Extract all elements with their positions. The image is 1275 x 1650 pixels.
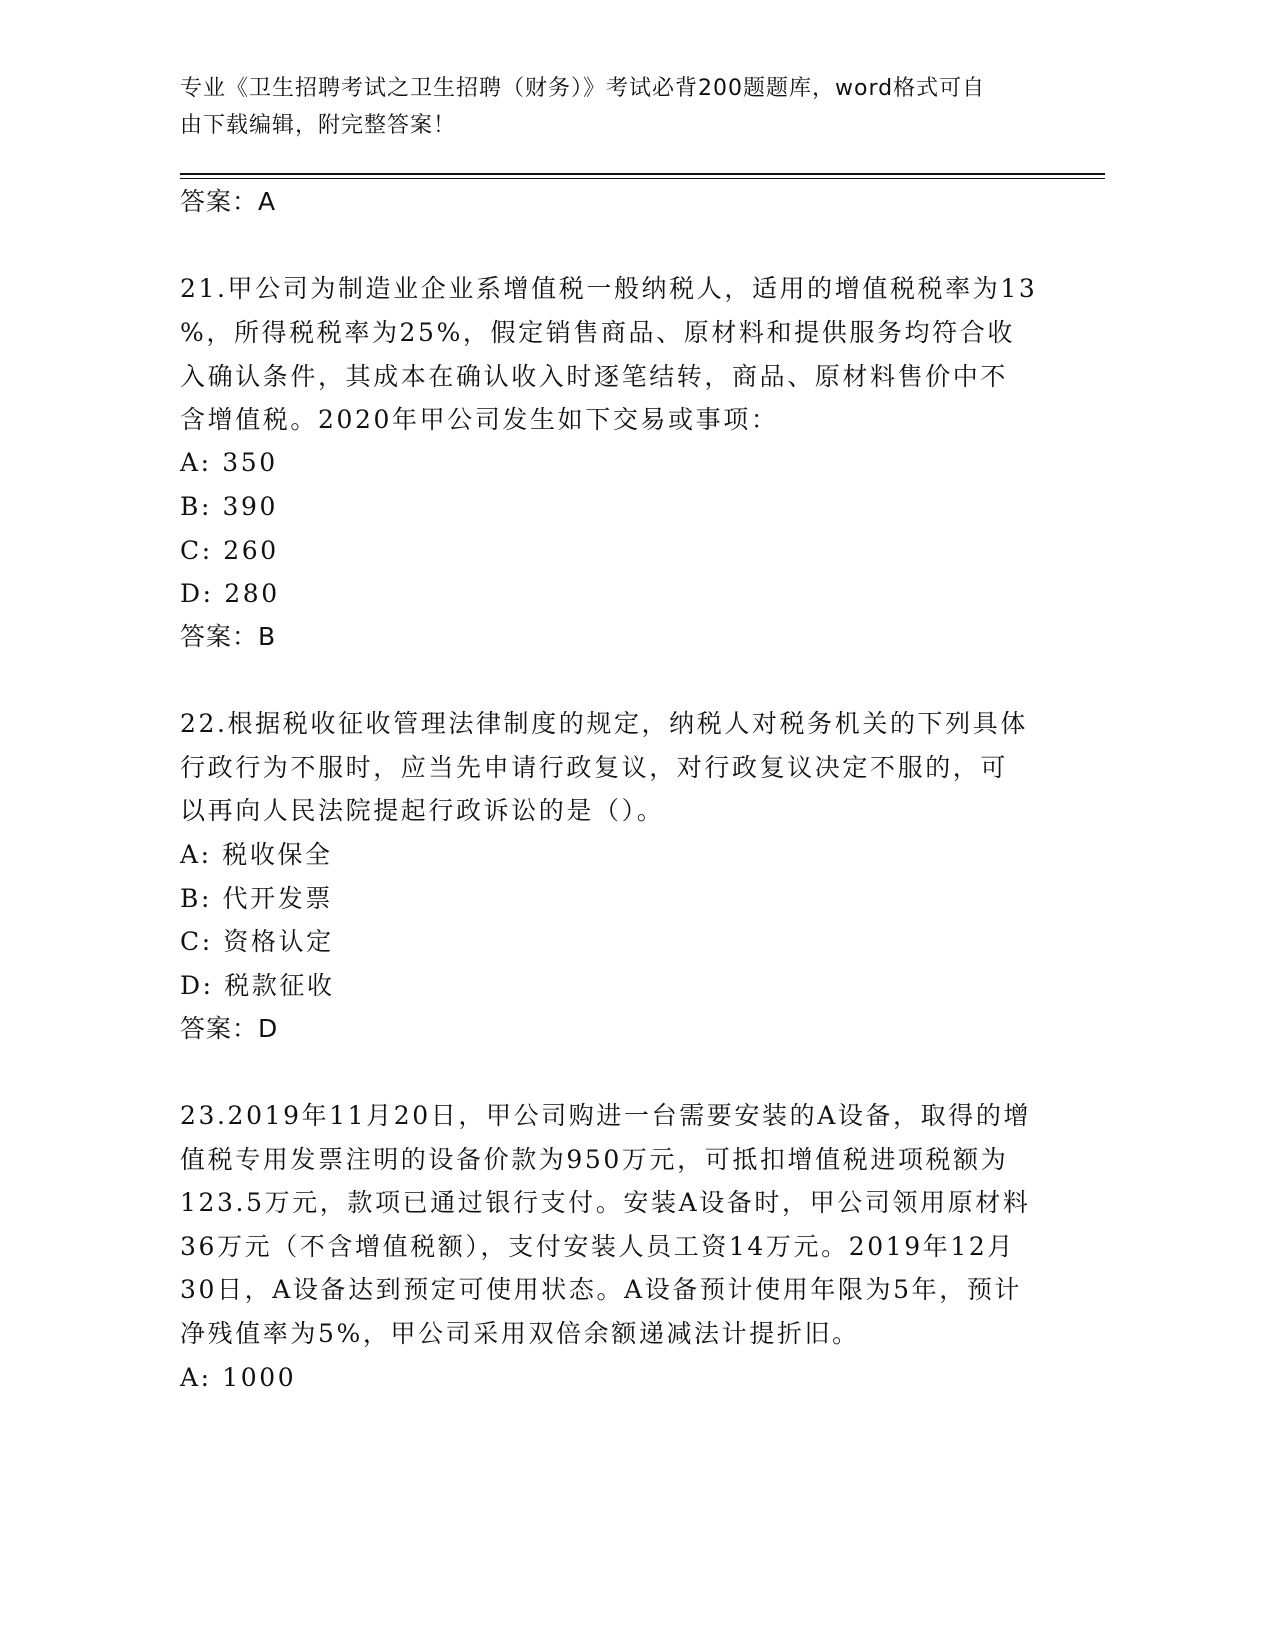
q22-option-c: C: 资格认定: [180, 927, 334, 956]
q23-line-5: 30日，A设备达到预定可使用状态。A设备预计使用年限为5年，预计: [180, 1275, 1023, 1304]
header-rule-thin: [180, 178, 1105, 179]
q22-line-2: 行政行为不服时，应当先申请行政复议，对行政复议决定不服的，可: [180, 753, 1009, 782]
q21-answer: 答案：B: [180, 622, 277, 651]
header-line-2: 由下载编辑，附完整答案！: [180, 113, 457, 138]
q23-line-4: 36万元（不含增值税额），支付安装人员工资14万元。2019年12月: [180, 1232, 1015, 1261]
q23-line-1: 23.2019年11月20日，甲公司购进一台需要安装的A设备，取得的增: [180, 1101, 1032, 1130]
q23-line-3: 123.5万元，款项已通过银行支付。安装A设备时，甲公司领用原材料: [180, 1188, 1031, 1217]
q22-answer: 答案：D: [180, 1014, 279, 1043]
q21-option-a: A: 350: [180, 448, 278, 477]
q23-line-6: 净残值率为5%，甲公司采用双倍余额递减法计提折旧。: [180, 1319, 860, 1348]
q23-line-2: 值税专用发票注明的设备价款为950万元，可抵扣增值税进项税额为: [180, 1145, 1009, 1174]
document-header: [180, 70, 1060, 144]
q22-option-d: D: 税款征收: [180, 971, 335, 1000]
q22-line-1: 22.根据税收征收管理法律制度的规定，纳税人对税务机关的下列具体: [180, 709, 1028, 738]
q23-option-a: A: 1000: [180, 1363, 297, 1392]
header-rule-thick: [180, 173, 1105, 175]
q22-line-3: 以再向人民法院提起行政诉讼的是（）。: [180, 796, 665, 825]
q22-option-b: B: 代开发票: [180, 884, 333, 913]
q21-line-1: 21.甲公司为制造业企业系增值税一般纳税人，适用的增值税税率为13: [180, 274, 1038, 303]
q21-option-d: D: 280: [180, 579, 280, 608]
answer-previous: 答案：A: [180, 187, 277, 216]
q21-option-b: B: 390: [180, 492, 279, 521]
q21-line-2: %，所得税税率为25%，假定销售商品、原材料和提供服务均符合收: [180, 318, 1015, 347]
q21-line-4: 含增值税。2020年甲公司发生如下交易或事项：: [180, 405, 779, 434]
q22-option-a: A: 税收保全: [180, 840, 333, 869]
header-line-1: 专业《卫生招聘考试之卫生招聘（财务）》考试必背200题题库，word格式可自: [180, 76, 986, 101]
q21-line-3: 入确认条件，其成本在确认收入时逐笔结转，商品、原材料售价中不: [180, 362, 1009, 391]
q21-option-c: C: 260: [180, 536, 279, 565]
